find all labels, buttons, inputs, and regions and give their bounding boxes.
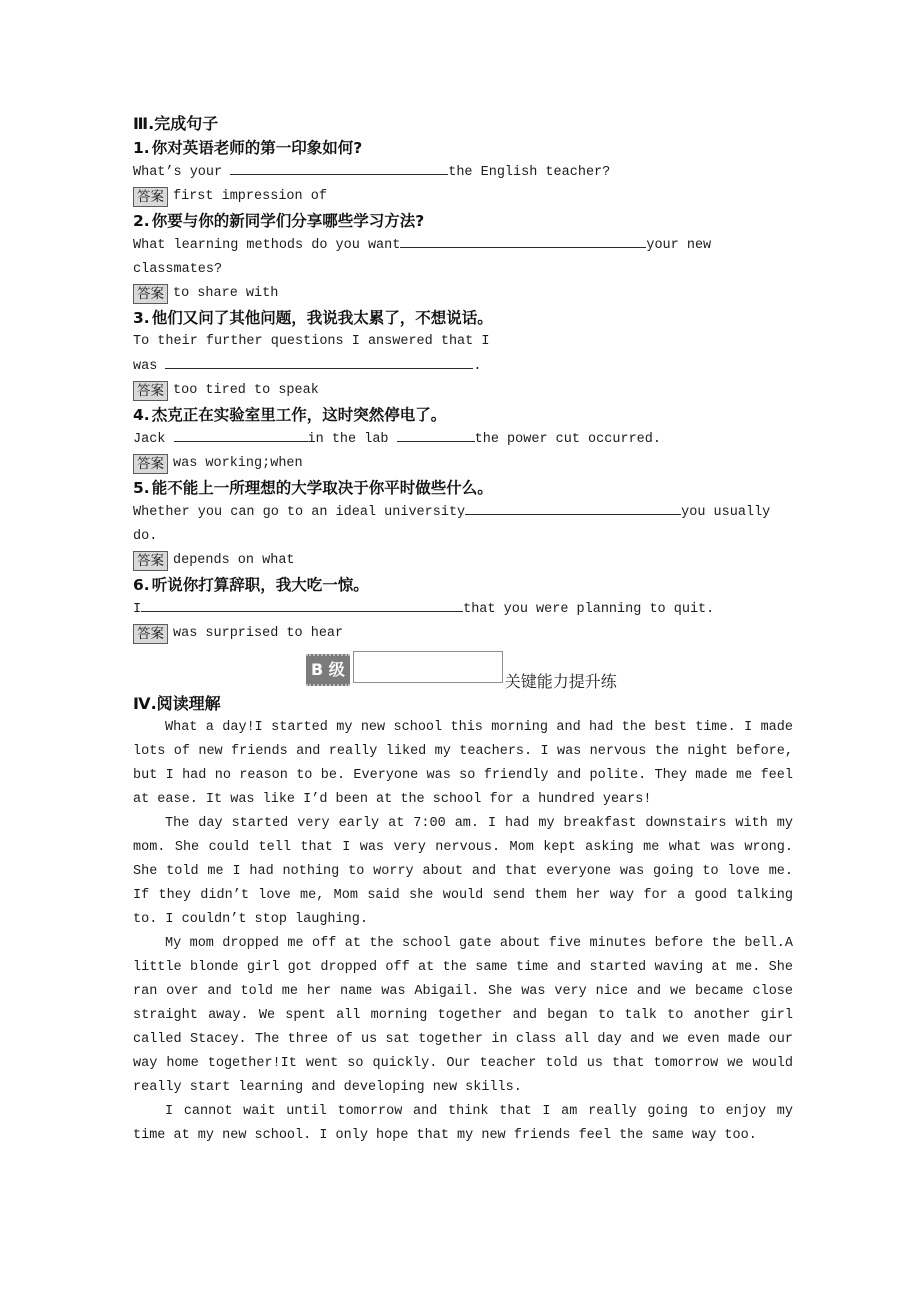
- sentence-text: that you were planning to quit.: [463, 602, 715, 617]
- fill-blank: [165, 354, 473, 369]
- fill-blank: [400, 233, 646, 248]
- fill-blank: [397, 427, 475, 442]
- answer-text: was surprised to hear: [173, 626, 344, 641]
- exercise-item: [133, 476, 793, 573]
- answer-row: [133, 452, 793, 476]
- item-sentence-line: [133, 597, 793, 622]
- item-number: 6.: [133, 576, 150, 594]
- sentence-text: What learning methods do you want: [133, 238, 401, 253]
- answer-text: first impression of: [173, 189, 327, 204]
- item-prompt-text: 杰克正在实验室里工作，这时突然停电了。: [151, 406, 447, 424]
- fill-blank: [230, 160, 448, 175]
- item-prompt-text: 你对英语老师的第一印象如何?: [151, 139, 363, 157]
- sentence-text: Whether you can go to an ideal university: [133, 505, 466, 520]
- answer-text: depends on what: [173, 553, 295, 568]
- item-prompt-text: 听说你打算辞职，我大吃一惊。: [151, 576, 369, 594]
- sentence-text: was: [133, 359, 166, 374]
- sentence-text: .: [473, 359, 482, 374]
- exercise-item: [133, 209, 793, 306]
- item-prompt-text: 你要与你的新同学们分享哪些学习方法?: [151, 212, 425, 230]
- answer-row: [133, 282, 793, 306]
- sentence-text: What’s your: [133, 165, 231, 180]
- sentence-text: you usually: [681, 505, 771, 520]
- sentence-text: To their further questions I answered that I: [133, 334, 490, 349]
- section-heading-completion: Ⅲ.完成句子: [133, 114, 219, 133]
- answer-row: [133, 549, 793, 573]
- section-heading-reading: Ⅳ.阅读理解: [133, 694, 221, 713]
- answer-label-chip: 答案: [133, 187, 168, 207]
- item-prompt: [133, 573, 793, 597]
- passage-paragraph: I cannot wait until tomorrow and think that I am really going to enjoy my time at my new school. I only hope that my new friends feel the same way too.: [133, 1104, 793, 1143]
- sentence-text: classmates?: [133, 262, 223, 277]
- answer-label-chip: 答案: [133, 284, 168, 304]
- item-sentence-line: [133, 258, 793, 282]
- level-b-badge: B 级: [306, 654, 350, 686]
- sentence-text: your new: [646, 238, 712, 253]
- banner-image-box: [353, 651, 503, 683]
- answer-label-chip: 答案: [133, 624, 168, 644]
- completion-exercise-list: [133, 136, 793, 646]
- item-number: 2.: [133, 212, 150, 230]
- answer-text: was working;when: [173, 456, 303, 471]
- answer-row: [133, 622, 793, 646]
- item-sentence-line: [133, 330, 793, 354]
- fill-blank: [465, 500, 681, 515]
- answer-row: [133, 185, 793, 209]
- exercise-item: [133, 573, 793, 646]
- sentence-text: I: [133, 602, 142, 617]
- item-prompt: [133, 476, 793, 500]
- sentence-text: the English teacher?: [448, 165, 611, 180]
- reading-passage: [133, 716, 793, 1148]
- answer-row: [133, 379, 793, 403]
- item-prompt: [133, 306, 793, 330]
- item-number: 1.: [133, 139, 150, 157]
- sentence-text: the power cut occurred.: [474, 432, 661, 447]
- answer-text: too tired to speak: [173, 383, 319, 398]
- passage-paragraph: The day started very early at 7:00 am. I had my breakfast downstairs with my mom. She could tell that I was very nervous. Mom kept asking me what was wrong. She told me I had nothing to worry about and that everyone was going to love me. If they didn’t love me, Mom said she would send them her way for a good talking to. I couldn’t stop laughing.: [133, 816, 793, 927]
- item-sentence-line: [133, 427, 793, 452]
- item-sentence-line: [133, 160, 793, 185]
- item-number: 5.: [133, 479, 150, 497]
- item-sentence-line: [133, 500, 793, 525]
- answer-label-chip: 答案: [133, 551, 168, 571]
- passage-paragraph: My mom dropped me off at the school gate about five minutes before the bell.A little blonde girl got dropped off at the same time and started waving at me. She ran over and told me her name was Abigail. She was very nice and we became close straight away. We spent all morning together and began to talk to another girl called Stacey. The three of us sat together in class all day and we even made our way home together!It went so quickly. Our teacher told us that tomorrow we would really start learning and developing new skills.: [133, 936, 793, 1095]
- item-prompt: [133, 136, 793, 160]
- answer-label-chip: 答案: [133, 381, 168, 401]
- passage-paragraph: What a day!I started my new school this morning and had the best time. I made lots of new friends and really liked my teachers. I was nervous the night before, but I had no reason to be. Everyone was so friendly and polite. They made me feel at ease. It was like I’d been at the school for a hundred years!: [133, 720, 793, 807]
- worksheet-page: [133, 112, 793, 1148]
- item-number: 3.: [133, 309, 150, 327]
- exercise-item: [133, 403, 793, 476]
- item-sentence-line: [133, 233, 793, 258]
- item-number: 4.: [133, 406, 150, 424]
- sentence-text: do.: [133, 529, 158, 544]
- sentence-text: in the lab: [307, 432, 397, 447]
- banner-caption: 关键能力提升练: [504, 672, 617, 691]
- fill-blank: [141, 597, 463, 612]
- answer-label-chip: 答案: [133, 454, 168, 474]
- exercise-item: [133, 306, 793, 403]
- sentence-text: Jack: [133, 432, 174, 447]
- item-prompt: [133, 209, 793, 233]
- fill-blank: [174, 427, 308, 442]
- exercise-item: [133, 136, 793, 209]
- item-prompt-text: 能不能上一所理想的大学取决于你平时做些什么。: [151, 479, 493, 497]
- item-sentence-line: [133, 354, 793, 379]
- item-sentence-line: [133, 525, 793, 549]
- answer-text: to share with: [173, 286, 279, 301]
- level-banner: [306, 648, 793, 692]
- item-prompt-text: 他们又问了其他问题，我说我太累了，不想说话。: [151, 309, 493, 327]
- item-prompt: [133, 403, 793, 427]
